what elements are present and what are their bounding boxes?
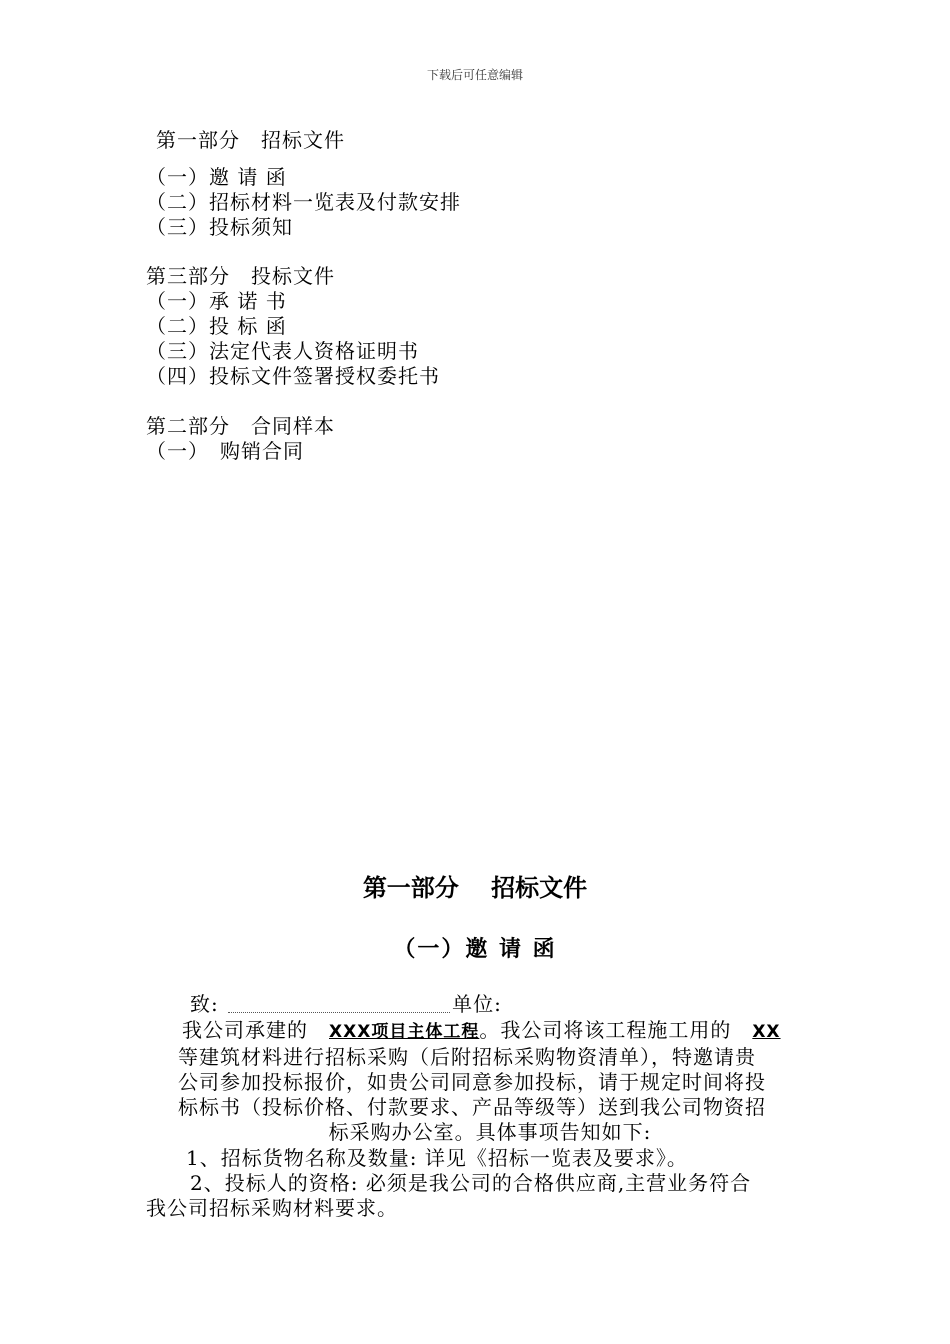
toc-part3-item-4: （四）投标文件签署授权委托书 [146, 364, 440, 388]
letter-item-1: 1、招标货物名称及数量: 详见《招标一览表及要求》。 [186, 1146, 688, 1170]
letter-line-1-a: 我公司承建的 [182, 1018, 329, 1042]
letter-line-3: 公司参加投标报价，如贵公司同意参加投标，请于规定时间将投 [178, 1070, 766, 1094]
to-label: 致: [190, 992, 219, 1016]
letter-line-2: 等建筑材料进行招标采购（后附招标采购物资清单），特邀请贵 [178, 1045, 756, 1069]
project-name: XXX项目主体工程 [329, 1022, 480, 1042]
toc-part3-title: 第三部分 投标文件 [146, 264, 335, 288]
page-header-note: 下载后可任意编辑 [426, 68, 523, 82]
toc-part3-item-2: （二）投 标 函 [146, 314, 287, 338]
toc-part1-item-3: （三）投标须知 [146, 215, 293, 239]
section-title: 第一部分 招标文件 [362, 874, 588, 902]
recipient-blank-line [228, 992, 450, 1013]
letter-line-4: 标标书（投标价格、付款要求、产品等级等）送到我公司物资招 [178, 1095, 766, 1119]
letter-line-1-b: 。我公司将该工程施工用的 [479, 1018, 753, 1042]
letter-paragraph-1 [178, 1018, 802, 1145]
toc-part2-title: 第二部分 合同样本 [146, 414, 335, 438]
unit-label: 单位: [452, 992, 502, 1016]
toc-part3-item-3: （三）法定代表人资格证明书 [146, 339, 419, 363]
material-name: XX [752, 1022, 781, 1042]
letter-line-1 [178, 1018, 802, 1045]
toc-part1-item-2: （二）招标材料一览表及付款安排 [146, 190, 461, 214]
letter-item-2-line-2: 我公司招标采购材料要求。 [146, 1196, 398, 1220]
letter-line-5: 标采购办公室。具体事项告知如下: [328, 1120, 652, 1144]
toc-part3-item-1: （一）承 诺 书 [146, 289, 287, 313]
toc-part2-item-1: （一） 购销合同 [146, 439, 304, 463]
toc-part1-item-1: （一）邀 请 函 [146, 165, 287, 189]
toc-part1-title: 第一部分 招标文件 [156, 128, 345, 152]
letter-salutation [190, 988, 502, 1017]
letter-item-2-line-1: 2、投标人的资格: 必须是我公司的合格供应商,主营业务符合 [190, 1171, 752, 1195]
section-subtitle: （一）邀 请 函 [393, 937, 557, 962]
